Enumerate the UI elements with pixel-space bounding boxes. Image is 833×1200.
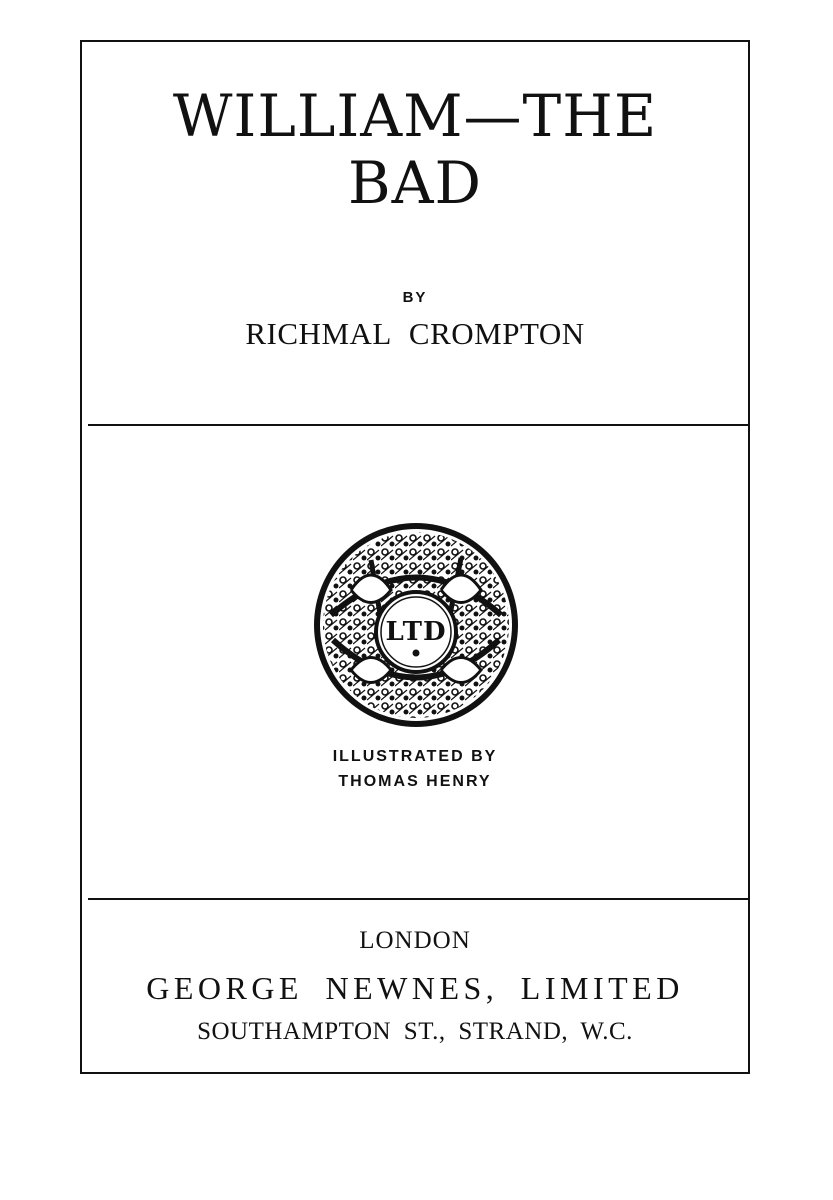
publisher-name: GEORGE NEWNES, LIMITED: [146, 970, 684, 1006]
upper-divider: [88, 424, 748, 426]
emblem-ltd-text: LTD: [385, 617, 447, 647]
publisher-address: SOUTHAMPTON ST., STRAND, W.C.: [197, 1018, 633, 1045]
publisher-city: LONDON: [359, 927, 471, 954]
illustrator-name: THOMAS HENRY: [338, 773, 492, 790]
by-label: BY: [402, 289, 428, 306]
title-page-frame: [80, 40, 750, 1074]
illustrated-by-label: ILLUSTRATED BY: [332, 748, 498, 765]
book-title-line-2: BAD: [347, 149, 482, 217]
book-title-line-1: WILLIAM—THE: [172, 82, 658, 150]
lower-divider: [88, 898, 748, 900]
author-name: RICHMAL CROMPTON: [245, 316, 585, 351]
publisher-emblem-icon: [311, 520, 521, 730]
